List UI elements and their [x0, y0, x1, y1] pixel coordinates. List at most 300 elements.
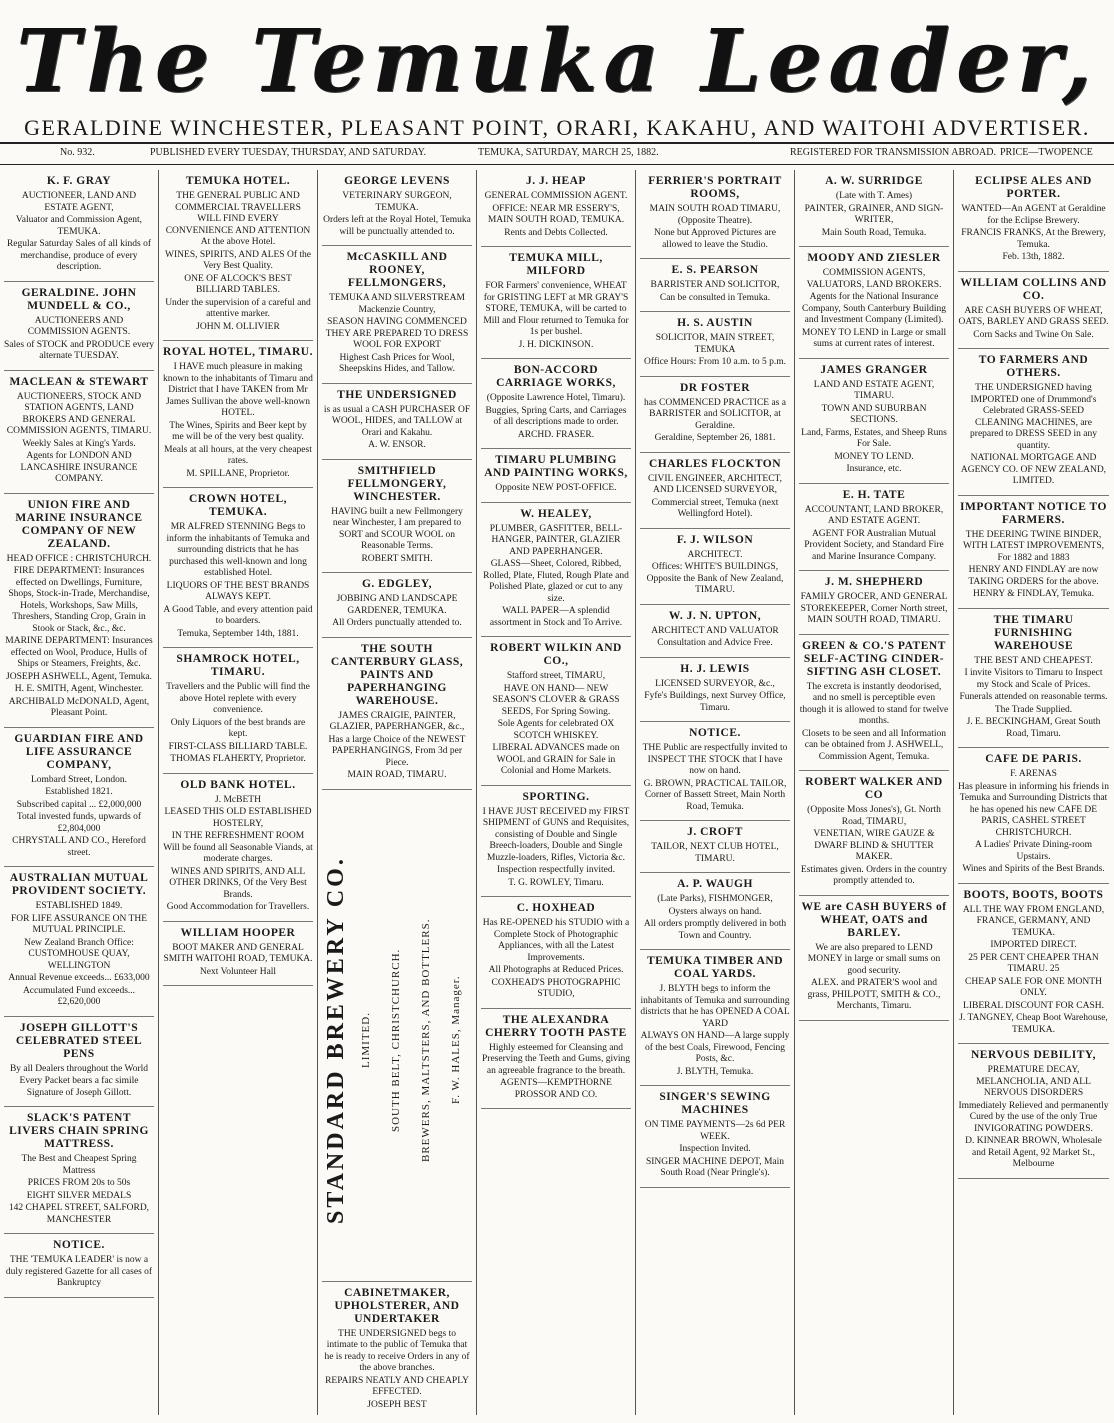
advertisement	[640, 1086, 790, 1188]
advertisement	[481, 897, 631, 1009]
ad-line: PAINTER, GRAINER, AND SIGN-WRITER,	[804, 203, 944, 225]
advertisement	[481, 637, 631, 786]
ad-line: Orders left at the Royal Hotel, Temuka will be punctually attended to.	[323, 215, 471, 237]
ad-heading: ECLIPSE ALES AND PORTER.	[975, 175, 1092, 200]
advertisement	[322, 573, 472, 638]
ad-line: ON TIME PAYMENTS—2s 6d PER WEEK.	[644, 1120, 786, 1142]
ad-line: FIRST-CLASS BILLIARD TABLE.	[168, 741, 308, 752]
ad-line: HEAD OFFICE : CHRISTCHURCH.	[6, 553, 152, 564]
advertisement	[322, 384, 472, 460]
price: PRICE—TWOPENCE	[1000, 147, 1093, 158]
advertisement	[799, 771, 949, 896]
advertisement	[640, 529, 790, 605]
advertisement	[163, 341, 313, 488]
ad-line: The excreta is instantly deodorised, and no smell is perceptible even though it is allowed to stand for twelve months.	[799, 681, 949, 726]
ad-line: M. SPILLANE, Proprietor.	[186, 468, 290, 479]
ad-heading: GUARDIAN FIRE AND LIFE ASSURANCE COMPANY,	[14, 732, 144, 771]
ad-line: OFFICE: NEAR MR ESSERY'S, MAIN SOUTH ROAD, TEMUKA.	[487, 203, 625, 225]
advertisement	[322, 1282, 472, 1416]
ad-heading: A. W. SURRIDGE	[825, 175, 923, 187]
ad-line: Stafford street, TIMARU,	[506, 671, 606, 681]
advertisement	[4, 371, 154, 494]
ad-line: J. H. DICKINSON.	[518, 339, 594, 350]
ad-line: THE UNDERSIGNED having IMPORTED one of Drummond's Celebrated GRASS-SEED CLEANING MACHINES, are prepared to DRESS SEED in any quantity.	[970, 383, 1097, 451]
advertisement	[4, 1107, 154, 1234]
advertisement	[958, 609, 1109, 749]
ad-heading: F. J. WILSON	[676, 533, 754, 546]
ad-heading: WILLIAM COLLINS AND CO.	[960, 276, 1107, 302]
advertisement	[640, 722, 790, 821]
newspaper-subtitle: GERALDINE WINCHESTER, PLEASANT POINT, ORARI, KAKAHU, AND WAITOHI ADVERTISER.	[24, 115, 1090, 140]
issue-number: No. 932.	[60, 147, 95, 158]
ad-line: SINGER MACHINE DEPOT, Main South Road (Near Pringle's).	[645, 1156, 785, 1178]
ad-heading: ROBERT WILKIN AND CO.,	[490, 642, 622, 667]
ad-line: J. TANGNEY, Cheap Boot Warehouse, TEMUKA.	[959, 1013, 1108, 1035]
ad-line: FOR Farmers' convenience, WHEAT for GRISTING LEFT at MR GRAY'S STORE, TEMUKA, will be carted to Mill and Flour returned to Temuka for 1s per bushel.	[483, 281, 629, 337]
ad-line: F. ARENAS	[1010, 769, 1057, 779]
ad-line: MR ALFRED STENNING Begs to inform the inhabitants of Temuka and surrounding districts that he has purchased this well-known and long established Hotel.	[166, 522, 310, 578]
advertisement	[640, 873, 790, 950]
ad-line: ONE OF ALCOCK'S BEST BILLIARD TABLES.	[184, 273, 292, 295]
advertisement	[322, 460, 472, 574]
ad-heading: McCASKILL AND ROONEY, FELLMONGERS,	[346, 251, 448, 289]
advertisement	[640, 605, 790, 658]
ad-heading: W. HEALEY,	[520, 507, 592, 520]
ad-heading: TO FARMERS AND OTHERS.	[978, 354, 1089, 379]
ad-heading: STANDARD BREWERY CO.	[323, 855, 350, 1224]
ad-line: JAMES CRAIGIE, PAINTER, GLAZIER, PAPERHANGER, &c.,	[329, 710, 465, 732]
ad-line: We are also prepared to LEND MONEY in large or small sums on good security.	[807, 942, 941, 976]
publication-schedule: PUBLISHED EVERY TUESDAY, THURSDAY, AND SATURDAY.	[150, 147, 426, 158]
ad-line: AUCTIONEER, LAND AND ESTATE AGENT,	[21, 191, 137, 213]
ad-heading: GEORGE LEVENS	[344, 175, 450, 187]
ad-heading: K. F. GRAY	[46, 175, 112, 187]
advertisement	[322, 170, 472, 246]
advertisement	[322, 246, 472, 384]
ad-heading: JOSEPH GILLOTT'S CELEBRATED STEEL PENS	[15, 1021, 143, 1060]
ad-line: TOWN AND SUBURBAN SECTIONS.	[821, 403, 927, 425]
ad-line: J. E. BECKINGHAM, Great South Road, Timaru.	[966, 717, 1101, 739]
ad-line: THOMAS FLAHERTY, Proprietor.	[170, 754, 306, 764]
ad-line: THE DEERING TWINE BINDER, WITH LATEST IMPROVEMENTS, For 1882 and 1883	[962, 529, 1104, 563]
ad-line: WALL PAPER—A splendid assortment in Stock and To Arrive.	[489, 606, 623, 628]
ad-line: Wines and Spirits of the Best Brands.	[962, 864, 1105, 874]
ad-heading: THE UNDERSIGNED	[337, 388, 457, 401]
ad-line: THE Public are respectfully invited to INSPECT THE STOCK that I have now on hand.	[642, 743, 788, 776]
ad-line: J. McBETH	[215, 794, 261, 805]
ad-line: PRICES FROM 20s to 50s	[27, 1178, 131, 1188]
ad-line: Good Accommodation for Travellers.	[166, 902, 310, 912]
ad-line: EIGHT SILVER MEDALS	[26, 1190, 132, 1201]
ad-heading: MOODY AND ZIESLER	[807, 252, 941, 264]
ad-line: (Late Parks), FISHMONGER,	[657, 894, 773, 904]
ad-line: Rents and Debts Collected.	[504, 227, 608, 238]
ad-line: COXHEAD'S PHOTOGRAPHIC STUDIO,	[491, 977, 621, 999]
ad-line: TEMUKA AND SILVERSTREAM Mackenzie Country,	[329, 293, 465, 315]
ad-line: I HAVE JUST RECEIVED my FIRST SHIPMENT of GUNS and Requisites, consisting of Double and Single Breech-loaders, Double and Single Muzzle-loaders, Rifles, Victoria &c.	[482, 806, 630, 863]
ad-line: BOOT MAKER AND GENERAL SMITH WAITOHI ROAD, TEMUKA.	[163, 942, 313, 964]
ad-line: 25 PER CENT CHEAPER THAN TIMARU. 25	[968, 952, 1099, 974]
ad-line: All Photographs at Reduced Prices.	[488, 965, 624, 975]
ad-heading: A. P. WAUGH	[677, 878, 753, 890]
ad-heading: DR FOSTER	[680, 381, 750, 394]
advertisement	[958, 349, 1109, 496]
ad-line: IN THE REFRESHMENT ROOM Will be found all Seasonable Viands, at moderate charges.	[163, 831, 313, 864]
ad-heading: MACLEAN & STEWART	[9, 375, 149, 388]
advertisement	[958, 496, 1109, 609]
ad-line: Oysters always on hand.	[668, 906, 762, 917]
ad-heading: C. HOXHEAD	[516, 902, 596, 914]
advertisement	[4, 867, 154, 1017]
advertisement	[640, 453, 790, 529]
ad-line: Closets to be seen and all Information can be obtained from J. ASHWELL, Commission Agent, Temuka.	[801, 728, 947, 762]
ad-heading: TEMUKA HOTEL.	[185, 175, 291, 187]
advertisement	[4, 170, 154, 282]
ad-line: HENRY AND FINDLAY are now TAKING ORDERS for the above.	[968, 565, 1099, 587]
ad-heading: SLACK'S PATENT LIVERS CHAIN SPRING MATTRESS.	[9, 1112, 149, 1150]
ad-line: Main South Road, Temuka.	[821, 227, 927, 238]
ad-line: I invite Visitors to Timaru to Inspect my Stock and Scale of Prices.	[964, 668, 1103, 690]
ad-line: Every Packet bears a fac simile Signature of Joseph Gillott.	[19, 1076, 139, 1098]
column-3	[318, 170, 477, 1415]
advertisement	[958, 884, 1109, 1045]
ad-line: MONEY TO LEND.	[834, 451, 914, 462]
ad-heading: SINGER'S SEWING MACHINES	[659, 1091, 771, 1116]
ad-heading: W. J. N. UPTON,	[668, 609, 762, 622]
ad-line: Land, Farms, Estates, and Sheep Runs For Sale.	[801, 427, 947, 449]
ad-line: Valuator and Commission Agent, TEMUKA.	[15, 215, 143, 237]
ad-line: ESTABLISHED 1849.	[35, 901, 123, 911]
ad-heading: J. M. SHEPHERD	[824, 576, 924, 588]
column-7	[954, 170, 1113, 1415]
dateline	[0, 142, 1114, 165]
ad-heading: THE SOUTH CANTERBURY GLASS, PAINTS AND PAPERHANGING WAREHOUSE.	[330, 642, 464, 707]
ad-line: FAMILY GROCER, AND GENERAL STOREKEEPER, Corner North street, MAIN SOUTH ROAD, TIMARU.	[800, 592, 948, 625]
ad-line: IMPORTED DIRECT.	[990, 940, 1077, 950]
ad-heading: ROYAL HOTEL, TIMARU.	[163, 346, 313, 358]
advertisement	[799, 571, 949, 635]
ad-line: (Opposite Lawrence Hotel, Timaru).	[486, 393, 626, 403]
ad-line: D. KINNEAR BROWN, Wholesale and Retail Agent, 92 Market St., Melbourne	[965, 1136, 1102, 1169]
ad-heading: J. J. HEAP	[526, 175, 586, 187]
ad-line: F. W. HALES, Manager.	[450, 975, 463, 1104]
ad-heading: GERALDINE. JOHN MUNDELL & CO.,	[21, 286, 137, 312]
advertisement	[958, 748, 1109, 884]
ad-line: Feb. 13th, 1882.	[1002, 252, 1065, 262]
ad-heading: TEMUKA TIMBER AND COAL YARDS.	[646, 955, 784, 980]
ad-line: JOSEPH ASHWELL, Agent, Temuka.	[6, 671, 152, 682]
ad-line: PREMATURE DECAY, MELANCHOLIA, AND ALL NERVOUS DISORDERS	[976, 1065, 1091, 1098]
ad-line: Insurance, etc.	[846, 464, 902, 474]
ad-line: THE BEST AND CHEAPEST.	[974, 655, 1093, 666]
ad-line: THE UNDERSIGNED begs to intimate to the public of Temuka that he is ready to receive Orders in any of the above branches.	[324, 1328, 470, 1373]
ad-line: WANTED—An AGENT at Geraldine for the Eclipse Brewery.	[961, 204, 1106, 226]
ad-line: Corn Sacks and Twine On Sale.	[973, 329, 1094, 340]
advertisement	[163, 488, 313, 648]
ad-line: AGENTS—KEMPTHORNE PROSSOR AND CO.	[500, 1078, 612, 1100]
ad-line: None but Approved Pictures are allowed to leave the Studio.	[654, 228, 776, 250]
advertisement	[163, 648, 313, 774]
ad-line: Temuka, September 14th, 1881.	[177, 628, 299, 639]
ad-line: J. BLYTH, Temuka.	[676, 1066, 754, 1077]
advertisement	[799, 484, 949, 572]
ad-line: The Wines, Spirits and Beer kept by me will be of the very best quality.	[169, 420, 307, 442]
ad-line: VENETIAN, WIRE GAUZE & DWARF BLIND & SHUTTER MAKER.	[813, 829, 935, 862]
ad-line: PLUMBER, GASFITTER, BELL-HANGER, PAINTER, GLAZIER AND PAPERHANGER.	[489, 523, 623, 557]
ad-line: Can be consulted in Temuka.	[659, 292, 771, 303]
ad-line: AUCTIONEERS, STOCK AND STATION AGENTS, LAND BROKERS AND GENERAL COMMISSION AGENTS, TIMARU.	[6, 391, 152, 436]
advertisement	[640, 170, 790, 259]
ad-line: LAND AND ESTATE AGENT, TIMARU.	[813, 379, 935, 401]
ad-heading: OLD BANK HOTEL.	[180, 778, 296, 791]
ad-line: A. W. ENSOR.	[368, 440, 426, 450]
advertisement	[481, 786, 631, 898]
ad-heading: WILLIAM HOOPER	[180, 926, 296, 939]
ad-heading: IMPORTANT NOTICE TO FARMERS.	[960, 500, 1107, 526]
ad-heading: CROWN HOTEL, TEMUKA.	[188, 493, 287, 518]
ad-line: Under the supervision of a careful and attentive marker.	[165, 297, 311, 319]
ad-line: J. BLYTH begs to inform the inhabitants of Temuka and surrounding districts that he has OPENED A COAL YARD	[640, 984, 790, 1029]
ad-line: HENRY & FINDLAY, Temuka.	[973, 589, 1094, 599]
advertisement	[481, 503, 631, 638]
ad-line: Next Volunteer Hall	[199, 966, 277, 977]
ad-line: JOSEPH BEST	[367, 1399, 427, 1410]
ad-heading: E. H. TATE	[842, 488, 906, 501]
ad-heading: NOTICE.	[53, 1239, 105, 1251]
advertisement	[322, 790, 472, 1282]
ad-line: TAILOR, NEXT CLUB HOTEL, TIMARU.	[651, 842, 779, 864]
ad-line: ARCHIBALD McDONALD, Agent, Pleasant Point.	[8, 696, 150, 718]
ad-line: Lombard Street, London.	[30, 774, 128, 785]
column-5	[636, 170, 795, 1415]
ad-line: LIMITED.	[360, 1011, 373, 1068]
ad-line: ARCHD. FRASER.	[517, 429, 595, 440]
ad-line: Has pleasure in informing his friends in Temuka and Surrounding Districts that he has opened his new CAFE DE PARIS, CASHEL STREET CHRISTCHURCH.	[958, 781, 1109, 838]
ad-line: LIQUORS OF THE BEST BRANDS ALWAYS KEPT.	[166, 580, 310, 602]
ad-line: All orders promptly delivered in both Town and Country.	[643, 919, 787, 941]
ad-line: HAVE ON HAND— NEW SEASON'S CLOVER & GRASS SEEDS, For Spring Sowing.	[492, 683, 620, 717]
ad-line: A Ladies' Private Dining-room Upstairs.	[974, 840, 1092, 862]
ad-line: WINES AND SPIRITS, AND ALL OTHER DRINKS, Of the Very Best Brands.	[169, 866, 307, 900]
ad-line: Highest Cash Prices for Wool, Sheepskins Hides, and Tallow.	[339, 352, 455, 374]
ad-heading: ROBERT WALKER AND CO	[805, 776, 943, 801]
advertisement	[163, 774, 313, 922]
ad-line: COMMISSION AGENTS, VALUATORS, LAND BROKERS.	[806, 268, 942, 290]
ad-line: ACCOUNTANT, LAND BROKER, AND ESTATE AGENT.	[804, 504, 944, 526]
ad-line: Opposite NEW POST-OFFICE.	[495, 483, 617, 493]
ad-line: ALEX. and PRATER'S wool and grass, PHILPOTT, SMITH & CO., Merchants, Timaru.	[807, 978, 941, 1011]
ad-line: SOLICITOR, MAIN STREET, TEMUKA	[655, 333, 775, 355]
ad-heading: WE are CASH BUYERS of WHEAT, OATS and BARLEY.	[801, 900, 947, 939]
advertisement	[481, 449, 631, 503]
ad-heading: SPORTING.	[522, 790, 590, 803]
advertisement	[4, 1017, 154, 1108]
advertisement	[958, 1044, 1109, 1179]
ad-line: REPAIRS NEATLY AND CHEAPLY EFFECTED.	[325, 1375, 469, 1397]
ad-line: Regular Saturday Sales of all kinds of merchandise, produce of every description.	[6, 239, 152, 272]
ad-line: MONEY TO LEND in Large or small sums at current rates of interest.	[801, 327, 947, 349]
ad-line: LIBERAL DISCOUNT FOR CASH.	[963, 1000, 1104, 1011]
ad-line: AGENT FOR Australian Mutual Provident Society, and Standard Fire and Marine Insurance Company.	[804, 528, 944, 562]
ad-line: Office Hours: From 10 a.m. to 5 p.m.	[643, 357, 787, 367]
ad-line: Total invested funds, upwards of £2,804,000	[16, 812, 142, 834]
ad-line: 142 CHAPEL STREET, SALFORD, MANCHESTER	[8, 1203, 150, 1225]
ad-line: WINES, SPIRITS, AND ALES Of the Very Best Quality.	[165, 249, 311, 271]
ad-heading: THE ALEXANDRA CHERRY TOOTH PASTE	[485, 1013, 627, 1039]
ad-heading: E. S. PEARSON	[671, 264, 759, 276]
ad-line: Has RE-OPENED his STUDIO with a Complete Stock of Photographic Appliances, with all the Latest Improvements.	[482, 918, 630, 963]
ad-line: Only Liquors of the best brands are kept.	[170, 717, 306, 739]
ad-columns	[0, 170, 1114, 1415]
advertisement	[481, 359, 631, 449]
advertisement	[640, 950, 790, 1086]
advertisement	[640, 821, 790, 873]
ad-line: Meals at all hours, at the very cheapest rates.	[164, 444, 312, 466]
ad-line: Buggies, Spring Carts, and Carriages of all descriptions made to order.	[485, 405, 627, 427]
advertisement	[958, 272, 1109, 350]
advertisement	[640, 377, 790, 453]
ad-line: AUCTIONEERS AND COMMISSION AGENTS.	[27, 315, 131, 337]
ad-line: Inspection Invited.	[679, 1144, 751, 1154]
advertisement	[799, 896, 949, 1021]
ad-line: Travellers and the Public will find the above Hotel replete with every convenience.	[166, 682, 310, 715]
ad-line: CHEAP SALE FOR ONE MONTH ONLY.	[965, 976, 1102, 998]
ad-heading: BON-ACCORD CARRIAGE WORKS,	[496, 364, 616, 389]
ad-line: The Trade Supplied.	[994, 704, 1073, 715]
ad-heading: TIMARU PLUMBING AND PAINTING WORKS,	[484, 454, 628, 479]
ad-line: (Opposite Moss Jones's), Gt. North Road, TIMARU,	[807, 805, 941, 827]
ad-line: Fyfe's Buildings, next Survey Office, Timaru.	[644, 691, 786, 713]
ad-line: Sole Agents for celebrated OX SCOTCH WHISKEY.	[497, 719, 615, 741]
ad-line: MARINE DEPARTMENT: Insurances effected on Wool, Produce, Hulls of Ships or Steamers, Freights, &c.	[5, 636, 153, 669]
ad-heading: CABINETMAKER, UPHOLSTERER, AND UNDERTAKER	[334, 1286, 460, 1325]
ad-line: Agents for LONDON AND LANCASHIRE INSURANCE COMPANY.	[20, 451, 138, 484]
ad-line: (Late with T. Ames)	[835, 191, 913, 201]
ad-line: Offices: WHITE'S BUILDINGS, Opposite the Bank of New Zealand, TIMARU.	[646, 562, 784, 595]
ad-line: VETERINARY SURGEON, TEMUKA.	[342, 191, 452, 213]
ad-line: Subscribed capital ... £2,000,000	[16, 799, 142, 810]
advertisement	[4, 282, 154, 371]
ad-line: By all Dealers throughout the World	[9, 1063, 149, 1074]
ad-heading: G. EDGLEY,	[361, 578, 433, 590]
ad-line: Accumulated Fund exceeds... £2,620,000	[22, 985, 136, 1007]
ad-line: MAIN SOUTH ROAD TIMARU, (Opposite Theatre).	[649, 204, 781, 226]
ad-line: Estimates given. Orders in the country promptly attended to.	[800, 864, 948, 886]
ad-line: THE GENERAL PUBLIC AND COMMERCIAL TRAVELLERS WILL FIND EVERY CONVENIENCE AND ATTENTION At the above Hotel.	[165, 191, 311, 247]
advertisement	[640, 312, 790, 377]
ad-line: Immediately Relieved and permanently Cured by the use of the only True INVIGORATING POWDERS.	[958, 1100, 1109, 1134]
advertisement	[163, 170, 313, 341]
ad-line: GENERAL COMMISSION AGENT.	[484, 191, 628, 201]
ad-line: SEASON HAVING COMMENCED THEY ARE PREPARED TO DRESS WOOL FOR EXPORT	[325, 317, 469, 350]
ad-line: THE 'TEMUKA LEADER' is now a duly registered Gazette for all cases of Bankruptcy	[5, 1255, 153, 1288]
ad-line: LEASED THIS OLD ESTABLISHED HOSTELRY,	[164, 807, 312, 829]
ad-heading: FERRIER'S PORTRAIT ROOMS,	[648, 175, 782, 200]
ad-line: MAIN ROAD, TIMARU.	[347, 770, 447, 780]
ad-line: JOHN M. OLLIVIER	[196, 321, 280, 332]
ad-line: Has a large Choice of the NEWEST PAPERHANGINGS, From 3d per Piece.	[328, 734, 466, 768]
newspaper-title: The Temuka Leader,	[16, 11, 1098, 112]
ad-line: Funerals attended on reasonable terms.	[959, 692, 1108, 702]
ad-line: New Zealand Branch Office: CUSTOMHOUSE QUAY, WELLINGTON	[24, 937, 134, 971]
ad-heading: GREEN & CO.'S PATENT SELF-ACTING CINDER-SIFTING ASH CLOSET.	[802, 639, 946, 678]
ad-line: Highly esteemed for Cleansing and Preserving the Teeth and Gums, giving an agreeable fragrance to the breath.	[482, 1042, 630, 1076]
ad-heading: SHAMROCK HOTEL, TIMARU.	[176, 653, 300, 678]
ad-line: G. BROWN, PRACTICAL TAILOR, Corner of Bassett Street, Main North Road, Temuka.	[643, 778, 787, 812]
ad-line: FIRE DEPARTMENT: Insurances effected on Dwellings, Furniture, Shops, Stock-in-Trade, Merchandise, Hotels, Workshops, Saw Mills, Threshers, Standing Crop, Grain in Stook or Stack, &c., &c.	[8, 566, 150, 634]
ad-line: LICENSED SURVEYOR, &c.,	[655, 678, 775, 689]
advertisement	[958, 170, 1109, 272]
ad-line: LIBERAL ADVANCES made on WOOL and GRAIN for Sale in Colonial and Home Markets.	[492, 743, 620, 776]
advertisement	[4, 494, 154, 728]
ad-line: NATIONAL MORTGAGE AND AGENCY CO. OF NEW ZEALAND, LIMITED.	[960, 453, 1107, 486]
advertisement	[322, 638, 472, 790]
ad-line: Commercial street, Temuka (next Wellingford Hotel).	[651, 497, 779, 519]
ad-line: CIVIL ENGINEER, ARCHITECT, AND LICENSED SURVEYOR,	[647, 473, 783, 495]
ad-heading: SMITHFIELD FELLMONGERY, WINCHESTER.	[347, 464, 447, 503]
advertisement	[640, 259, 790, 312]
column-1	[0, 170, 159, 1415]
ad-line: Agents for the National Insurance Company, South Canterbury Building and Investment Company (Limited).	[802, 292, 946, 325]
ad-line: SOUTH BELT, CHRISTCHURCH.	[390, 947, 403, 1132]
ad-heading: J. CROFT	[687, 826, 743, 838]
advertisement	[163, 922, 313, 987]
ad-line: ALWAYS ON HAND—A large supply of the best Coals, Firewood, Fencing Posts, &c.	[640, 1031, 790, 1064]
ad-line: Sales of STOCK and PRODUCE every alternate TUESDAY.	[4, 339, 154, 361]
ad-line: Consultation and Advice Free.	[657, 638, 773, 648]
ad-line: The Best and Cheapest Spring Mattress	[21, 1154, 137, 1176]
ad-heading: NERVOUS DEBILITY,	[970, 1049, 1097, 1061]
ad-line: Established 1821.	[45, 787, 113, 797]
ad-heading: AUSTRALIAN MUTUAL PROVIDENT SOCIETY.	[9, 872, 149, 897]
ad-line: Geraldine, September 26, 1881.	[654, 433, 776, 443]
ad-line: ROBERT SMITH.	[361, 553, 433, 564]
ad-line: is as usual a CASH PURCHASER OF WOOL, HIDES, and TALLOW at Orari and Kakahu.	[323, 404, 471, 438]
ad-heading: CHARLES FLOCKTON	[648, 457, 782, 470]
ad-line: Weekly Sales at King's Yards.	[22, 438, 136, 449]
ad-line: T. G. ROWLEY, Timaru.	[508, 877, 604, 888]
advertisement	[481, 1009, 631, 1110]
ad-heading: CAFE DE PARIS.	[985, 753, 1082, 765]
advertisement	[481, 170, 631, 247]
ad-heading: THE TIMARU FURNISHING WAREHOUSE	[993, 613, 1074, 652]
masthead	[0, 0, 1114, 150]
ad-heading: H. S. AUSTIN	[677, 317, 753, 329]
column-4	[477, 170, 636, 1415]
ad-line: All Orders punctually attended to.	[332, 618, 462, 628]
ad-heading: TEMUKA MILL, MILFORD	[509, 252, 603, 277]
advertisement	[799, 359, 949, 484]
ad-line: CHRYSTALL AND CO., Hereford street.	[12, 836, 146, 858]
ad-heading: JAMES GRANGER	[820, 363, 928, 376]
ad-line: ARCHITECT AND VALUATOR	[651, 625, 779, 636]
ad-heading: BOOTS, BOOTS, BOOTS	[963, 888, 1104, 901]
advertisement	[4, 1234, 154, 1298]
ad-line: BREWERS, MALTSTERS, AND BOTTLERS.	[420, 917, 433, 1162]
advertisement	[640, 658, 790, 723]
ad-heading: H. J. LEWIS	[680, 662, 750, 675]
ad-heading: UNION FIRE AND MARINE INSURANCE COMPANY OF NEW ZEALAND.	[15, 498, 143, 550]
ad-line: HAVING built a new Fellmongery near Winchester, I am prepared to SORT and SCOUR WOOL on Reasonable Terms.	[331, 506, 463, 551]
registration-note: REGISTERED FOR TRANSMISSION ABROAD.	[790, 147, 996, 158]
ad-line: A Good Table, and every attention paid to boarders.	[163, 604, 313, 626]
ad-line: Inspection respectfully invited.	[497, 865, 615, 875]
advertisement	[799, 247, 949, 359]
ad-line: has COMMENCED PRACTICE as a BARRISTER and SOLICITOR, at Geraldine.	[644, 397, 786, 431]
ad-heading: NOTICE.	[689, 727, 741, 739]
issue-date: TEMUKA, SATURDAY, MARCH 25, 1882.	[478, 147, 659, 158]
ad-line: ARE CASH BUYERS OF WHEAT, OATS, BARLEY AND GRASS SEED.	[958, 305, 1109, 327]
